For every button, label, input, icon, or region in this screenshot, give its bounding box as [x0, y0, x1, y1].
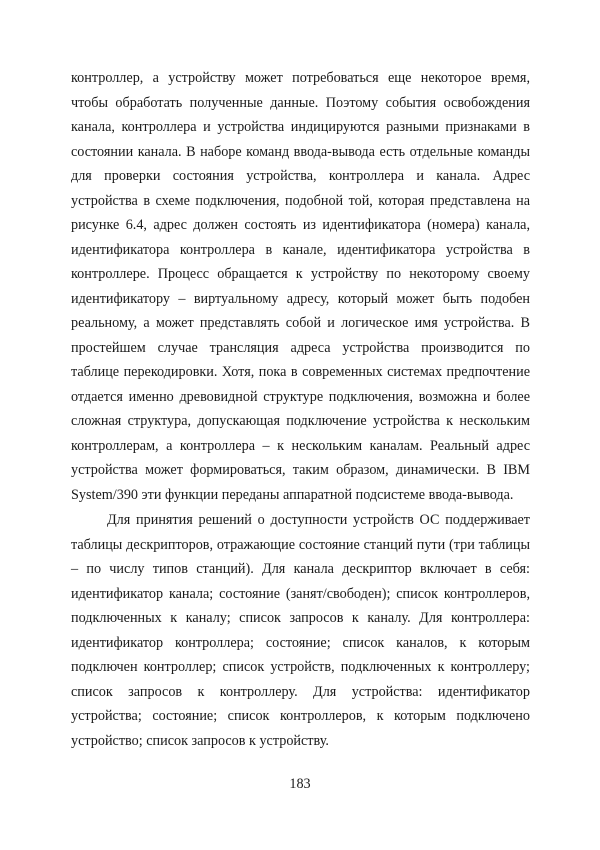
text-line: реальному, а может представлять собой и логическое имя устройства. В: [71, 315, 530, 331]
text-line: таблицы дескрипторов, отражающие состояние станций пути (три таблицы: [71, 536, 530, 553]
text-line: таблице перекодировки. Хотя, пока в современных системах предпочтение: [71, 364, 530, 380]
text-line: идентификатора контроллера в канале, идентификатора устройства в: [71, 241, 530, 258]
text-line: контроллер, а устройству может потребоваться еще некоторое время,: [71, 70, 530, 86]
text-line: контроллерам, а контроллера – к нескольким каналам. Реальный адрес: [71, 437, 530, 454]
text-line: System/390 эти функции переданы аппаратной подсистеме ввода-вывода.: [71, 486, 514, 503]
text-line: список запросов к контроллеру. Для устройства: идентификатор: [71, 683, 530, 700]
text-line: Для принятия решений о доступности устройств ОС поддерживает: [107, 512, 530, 528]
text-line: для проверки состояния устройства, контроллера и канала. Адрес: [71, 168, 530, 184]
text-line: – по числу типов станций). Для канала дескриптор включает в себя:: [71, 561, 530, 577]
text-line: подключен контроллер; список устройств, подключенных к контроллеру;: [71, 659, 530, 675]
text-line: идентификатор канала; состояние (занят/свободен); список контроллеров,: [71, 585, 530, 602]
text-line: состоянии канала. В наборе команд ввода-вывода есть отдельные команды: [71, 143, 530, 160]
text-line: контроллере. Процесс обращается к устройству по некоторому своему: [71, 266, 530, 282]
paragraph-1: [71, 66, 530, 507]
text-line: устройство; список запросов к устройству.: [71, 732, 329, 749]
text-line: устройства может формироваться, таким образом, динамически. В IBM: [71, 462, 530, 478]
text-line: канала, контроллера и устройства индицируются разными признаками в: [71, 119, 530, 135]
text-line: идентификатору – виртуальному адресу, который может быть подобен: [71, 290, 530, 307]
paragraph-2: [71, 508, 530, 753]
text-line: идентификатор контроллера; состояние; список каналов, к которым: [71, 634, 530, 651]
text-line: чтобы обработать полученные данные. Поэтому события освобождения: [71, 94, 530, 111]
text-line: сложная структура, допускающая подключение устройства к нескольким: [71, 413, 530, 429]
text-line: отдается именно древовидной структуре подключения, возможна и более: [71, 388, 530, 405]
text-line: устройства в схеме подключения, подобной той, которая представлена на: [71, 192, 530, 209]
text-line: подключенных к каналу; список запросов к каналу. Для контроллера:: [71, 610, 530, 626]
text-line: устройства; состояние; список контроллеров, к которым подключено: [71, 708, 530, 724]
text-line: простейшем случае трансляция адреса устройства производится по: [71, 339, 530, 356]
text-line: рисунке 6.4, адрес должен состоять из идентификатора (номера) канала,: [71, 217, 530, 233]
page-number: 183: [289, 776, 311, 792]
